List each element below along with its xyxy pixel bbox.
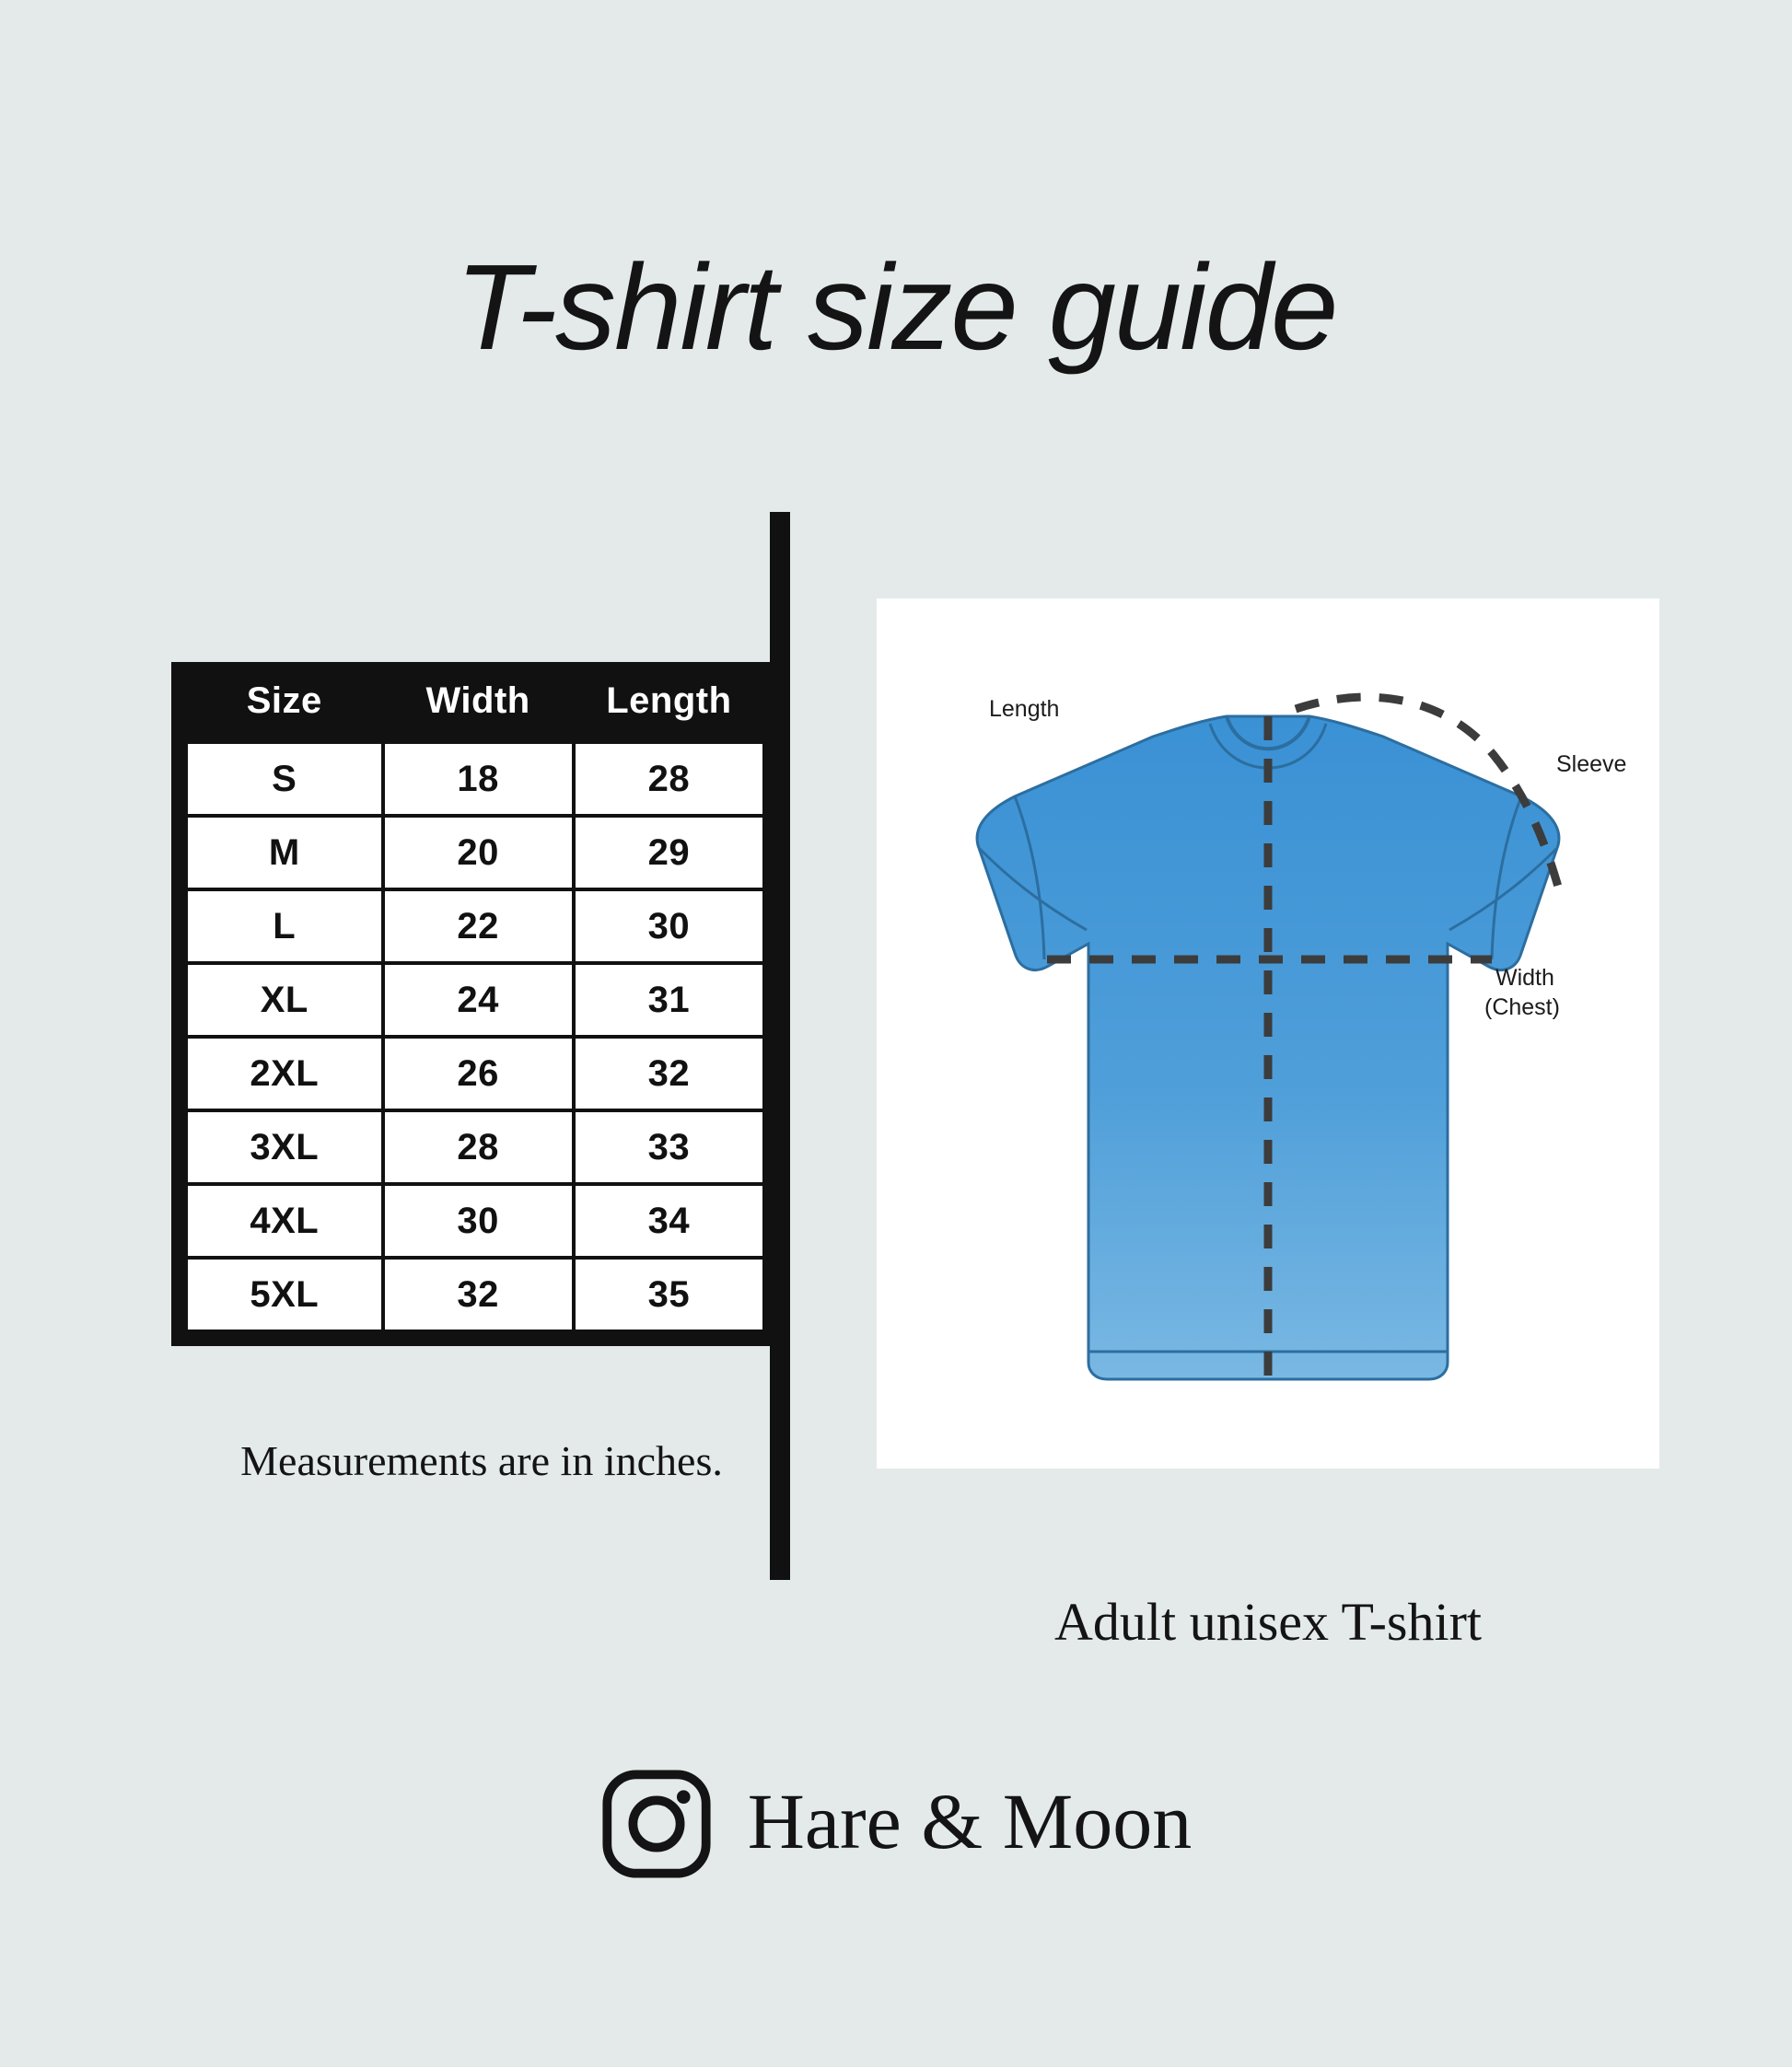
cell-width: 20 bbox=[383, 816, 574, 889]
cell-size: 3XL bbox=[186, 1110, 383, 1184]
table-row bbox=[186, 1258, 764, 1331]
tshirt-diagram bbox=[877, 598, 1659, 1469]
cell-length: 30 bbox=[574, 889, 764, 963]
instagram-icon[interactable] bbox=[600, 1768, 713, 1880]
header-size: Size bbox=[186, 675, 383, 742]
measurement-note: Measurements are in inches. bbox=[240, 1437, 723, 1484]
cell-size: 2XL bbox=[186, 1037, 383, 1110]
header-length: Length bbox=[574, 675, 764, 742]
table-row bbox=[186, 816, 764, 889]
cell-size: 4XL bbox=[186, 1184, 383, 1258]
cell-length: 31 bbox=[574, 963, 764, 1037]
cell-width: 22 bbox=[383, 889, 574, 963]
brand-name: Hare & Moon bbox=[747, 1777, 1193, 1865]
cell-size: 5XL bbox=[186, 1258, 383, 1331]
cell-length: 35 bbox=[574, 1258, 764, 1331]
label-length: Length bbox=[989, 696, 1060, 722]
cell-length: 32 bbox=[574, 1037, 764, 1110]
table-row bbox=[186, 742, 764, 816]
table-header-row bbox=[186, 675, 764, 742]
cell-size: M bbox=[186, 816, 383, 889]
cell-width: 26 bbox=[383, 1037, 574, 1110]
table-row bbox=[186, 963, 764, 1037]
shirt-diagram-card bbox=[877, 598, 1659, 1469]
cell-length: 28 bbox=[574, 742, 764, 816]
table-row bbox=[186, 1110, 764, 1184]
shirt-caption: Adult unisex T-shirt bbox=[1053, 1592, 1483, 1652]
label-sleeve: Sleeve bbox=[1556, 751, 1627, 777]
cell-width: 28 bbox=[383, 1110, 574, 1184]
label-width-chest: (Chest) bbox=[1484, 994, 1560, 1020]
cell-width: 32 bbox=[383, 1258, 574, 1331]
cell-size: S bbox=[186, 742, 383, 816]
label-width: Width bbox=[1495, 965, 1554, 991]
size-table-block bbox=[171, 512, 797, 1580]
header-width: Width bbox=[383, 675, 574, 742]
size-table bbox=[184, 675, 766, 1333]
table-row bbox=[186, 889, 764, 963]
size-table-container bbox=[171, 662, 779, 1346]
cell-width: 18 bbox=[383, 742, 574, 816]
cell-length: 29 bbox=[574, 816, 764, 889]
table-row bbox=[186, 1037, 764, 1110]
cell-size: L bbox=[186, 889, 383, 963]
cell-length: 34 bbox=[574, 1184, 764, 1258]
cell-length: 33 bbox=[574, 1110, 764, 1184]
cell-width: 30 bbox=[383, 1184, 574, 1258]
cell-width: 24 bbox=[383, 963, 574, 1037]
footer-brand bbox=[0, 1768, 1792, 1880]
cell-size: XL bbox=[186, 963, 383, 1037]
page-title: T-shirt size guide bbox=[455, 239, 1337, 375]
table-row bbox=[186, 1184, 764, 1258]
